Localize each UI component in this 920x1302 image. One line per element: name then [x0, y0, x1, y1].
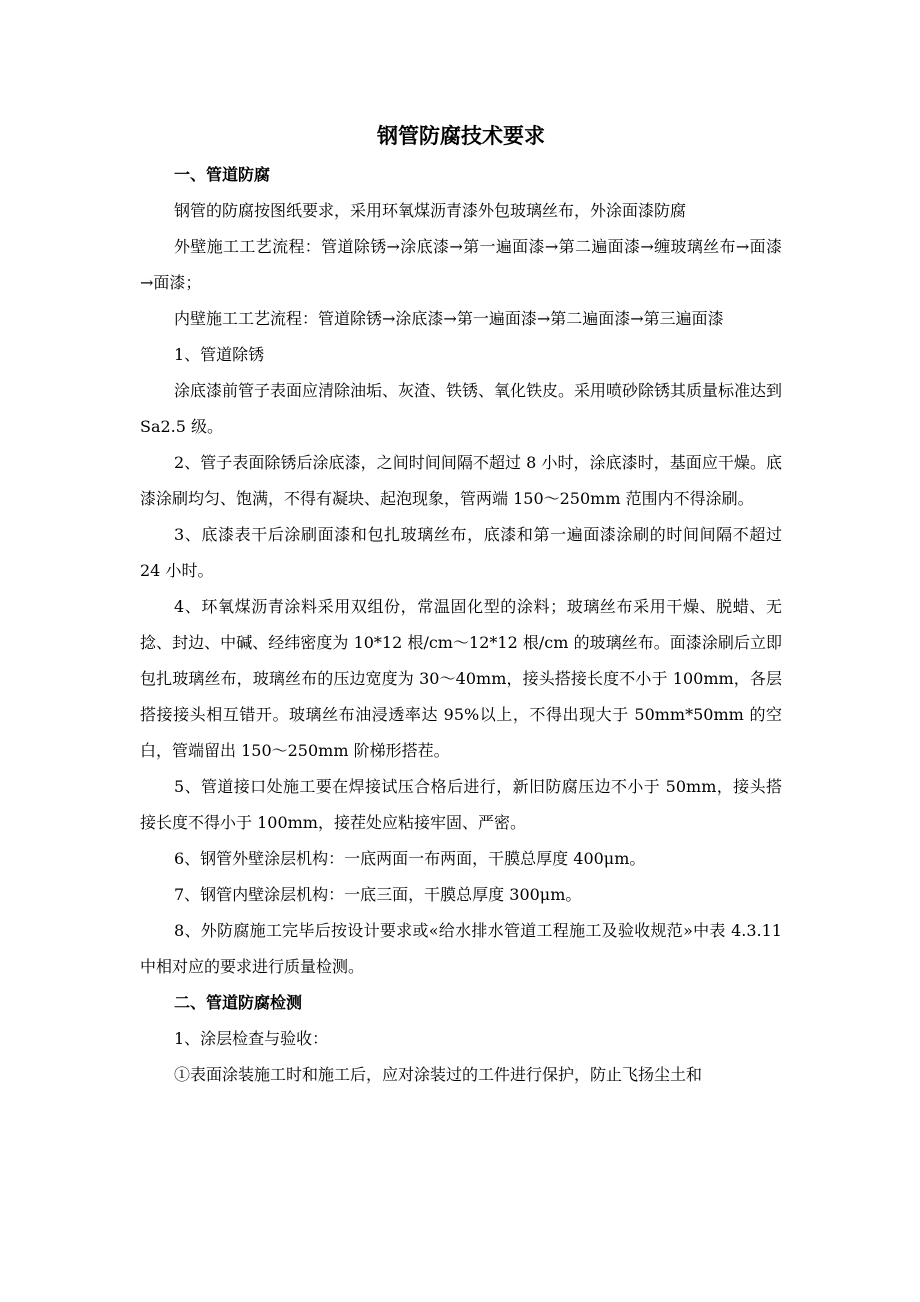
paragraph: 1、管道除锈: [174, 345, 265, 364]
paragraph: 外壁施工工艺流程：管道除锈→涂底漆→第一遍面漆→第二遍面漆→缠玻璃丝布→面漆→面漆；: [140, 237, 782, 292]
paragraph: 2、管子表面除锈后涂底漆，之间时间间隔不超过 8 小时，涂底漆时，基面应干燥。底漆涂刷均匀、饱满，不得有凝块、起泡现象，管两端 150～250mm 范围内不得涂刷。: [140, 453, 782, 508]
paragraph: 4、环氧煤沥青涂料采用双组份，常温固化型的涂料；玻璃丝布采用干燥、脱蜡、无捻、封边、中碱、经纬密度为 10*12 根/cm～12*12 根/cm 的玻璃丝布。面漆涂刷后立即包扎玻璃丝布，玻璃丝布的压边宽度为 30～40mm，接头搭接长度不小于 100mm，各层搭接接头相互错开。玻璃丝布油浸透率达 95%以上，不得出现大于 50mm*50mm 的空白，管端留出 150～250mm 阶梯形搭茬。: [140, 597, 782, 760]
paragraph: 5、管道接口处施工要在焊接试压合格后进行，新旧防腐压边不小于 50mm，接头搭接长度不得小于 100mm，接茬处应粘接牢固、严密。: [140, 777, 782, 832]
section-heading: 一、管道防腐: [174, 165, 271, 184]
paragraph: 6、钢管外壁涂层机构：一底两面一布两面，干膜总厚度 400μm。: [174, 849, 646, 868]
section-pipe-anticorrosion-inspection: [140, 985, 782, 1093]
page-title: 钢管防腐技术要求: [377, 123, 545, 148]
paragraph: 3、底漆表干后涂刷面漆和包扎玻璃丝布，底漆和第一遍面漆涂刷的时间间隔不超过 24 小时。: [140, 525, 782, 580]
paragraph: ①表面涂装施工时和施工后，应对涂装过的工件进行保护，防止飞扬尘土和: [174, 1065, 703, 1084]
paragraph: 8、外防腐施工完毕后按设计要求或«给水排水管道工程施工及验收规范»中表 4.3.11 中相对应的要求进行质量检测。: [140, 921, 782, 976]
section-heading: 二、管道防腐检测: [174, 993, 303, 1012]
paragraph: 内壁施工工艺流程：管道除锈→涂底漆→第一遍面漆→第二遍面漆→第三遍面漆: [174, 309, 724, 328]
paragraph: 涂底漆前管子表面应清除油垢、灰渣、铁锈、氧化铁皮。采用喷砂除锈其质量标准达到 Sa2.5 级。: [140, 381, 783, 436]
paragraph: 1、涂层检查与验收：: [174, 1029, 329, 1048]
document-body: [140, 117, 782, 1093]
paragraph: 钢管的防腐按图纸要求，采用环氧煤沥青漆外包玻璃丝布，外涂面漆防腐: [174, 201, 687, 220]
paragraph: 7、钢管内壁涂层机构：一底三面，干膜总厚度 300μm。: [174, 885, 582, 904]
section-pipe-anticorrosion: [140, 157, 782, 985]
